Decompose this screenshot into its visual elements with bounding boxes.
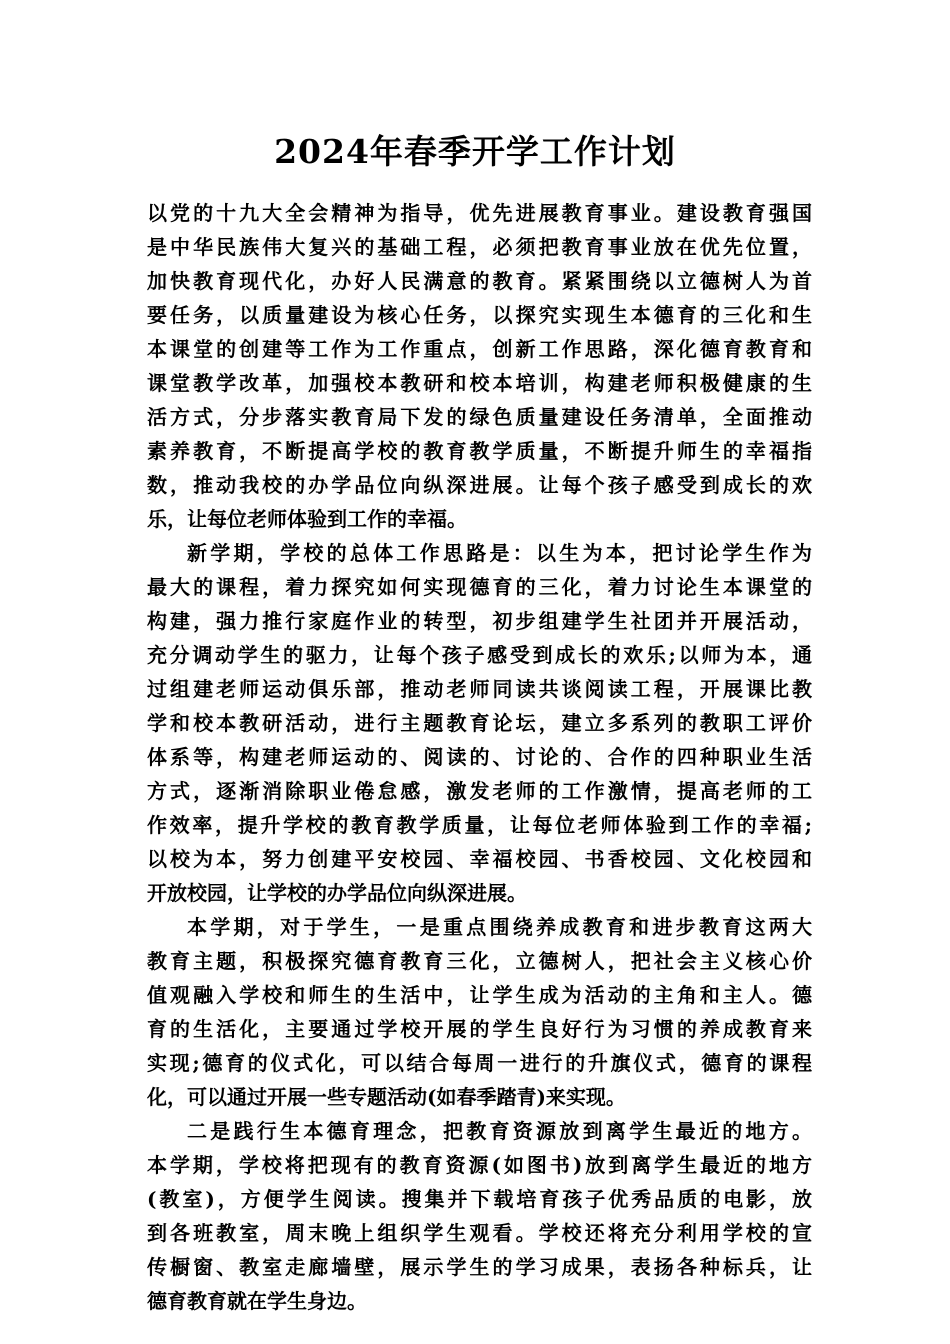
document-title: 2024年春季开学工作计划 (274, 132, 676, 171)
body-line: 新学期，学校的总体工作思路是：以生为本，把讨论学生作为 (187, 541, 812, 565)
body-line: 化，可以通过开展一些专题活动(如春季踏青)来实现。 (147, 1085, 626, 1109)
body-line: 到各班教室，周末晚上组织学生观看。学校还将充分利用学校的宣 (147, 1221, 812, 1245)
body-line: 是中华民族伟大复兴的基础工程，必须把教育事业放在优先位置， (147, 235, 812, 259)
body-line: 以党的十九大全会精神为指导，优先进展教育事业。建设教育强国 (147, 201, 812, 225)
body-line: 作效率，提升学校的教育教学质量，让每位老师体验到工作的幸福; (147, 813, 812, 837)
body-line: 开放校园，让学校的办学品位向纵深进展。 (147, 881, 527, 905)
body-line: 本学期，对于学生，一是重点围绕养成教育和进步教育这两大 (187, 915, 812, 939)
body-line: 方式，逐渐消除职业倦怠感，激发老师的工作激情，提高老师的工 (147, 779, 812, 803)
body-line: 体系等，构建老师运动的、阅读的、讨论的、合作的四种职业生活 (147, 745, 812, 769)
body-line: 学和校本教研活动，进行主题教育论坛，建立多系列的教职工评价 (147, 711, 812, 735)
body-line: 传橱窗、教室走廊墙壁，展示学生的学习成果，表扬各种标兵，让 (147, 1255, 812, 1279)
body-line: 活方式，分步落实教育局下发的绿色质量建设任务清单，全面推动 (147, 405, 812, 429)
body-line: 值观融入学校和师生的生活中，让学生成为活动的主角和主人。德 (147, 983, 812, 1007)
body-line: 育的生活化，主要通过学校开展的学生良好行为习惯的养成教育来 (147, 1017, 812, 1041)
body-line: 二是践行生本德育理念，把教育资源放到离学生最近的地方。 (187, 1119, 812, 1143)
body-line: 本学期，学校将把现有的教育资源(如图书)放到离学生最近的地方 (147, 1153, 812, 1177)
body-line: 以校为本，努力创建平安校园、幸福校园、书香校园、文化校园和 (147, 847, 812, 871)
body-line: 数，推动我校的办学品位向纵深进展。让每个孩子感受到成长的欢 (147, 473, 812, 497)
body-line: 素养教育，不断提高学校的教育教学质量，不断提升师生的幸福指 (147, 439, 812, 463)
body-line: 加快教育现代化，办好人民满意的教育。紧紧围绕以立德树人为首 (147, 269, 812, 293)
body-line: 要任务，以质量建设为核心任务，以探究实现生本德育的三化和生 (147, 303, 812, 327)
body-line: 乐，让每位老师体验到工作的幸福。 (147, 507, 467, 531)
body-line: 最大的课程，着力探究如何实现德育的三化，着力讨论生本课堂的 (147, 575, 812, 599)
body-line: 实现;德育的仪式化，可以结合每周一进行的升旗仪式，德育的课程 (147, 1051, 812, 1075)
body-line: 构建，强力推行家庭作业的转型，初步组建学生社团并开展活动， (147, 609, 812, 633)
body-line: 德育教育就在学生身边。 (147, 1289, 367, 1313)
body-line: 过组建老师运动俱乐部，推动老师同读共谈阅读工程，开展课比教 (147, 677, 812, 701)
body-line: 课堂教学改革，加强校本教研和校本培训，构建老师积极健康的生 (147, 371, 812, 395)
body-line: (教室)，方便学生阅读。搜集并下载培育孩子优秀品质的电影，放 (147, 1187, 812, 1211)
body-line: 教育主题，积极探究德育教育三化，立德树人，把社会主义核心价 (147, 949, 812, 973)
body-line: 充分调动学生的驱力，让每个孩子感受到成长的欢乐;以师为本，通 (147, 643, 812, 667)
body-line: 本课堂的创建等工作为工作重点，创新工作思路，深化德育教育和 (147, 337, 812, 361)
